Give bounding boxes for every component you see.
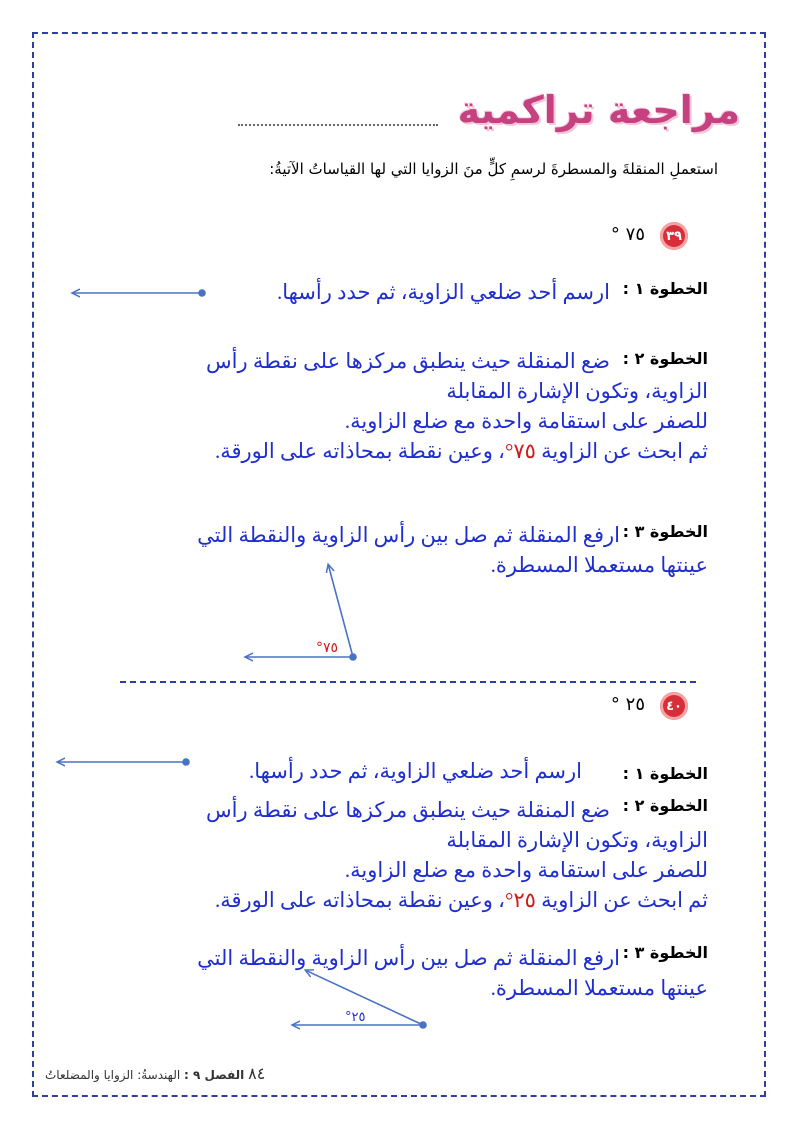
step2-line: ثم ابحث عن الزاوية ٧٥°، وعين نقطة بمحاذاته على الورقة. [214, 439, 708, 463]
problem-number-badge: ٣٩ [660, 222, 688, 250]
section-title: مراجعة تراكمية [457, 88, 740, 132]
angle-value: ٧٥° [504, 439, 536, 463]
angle-label: °٢٥ [345, 1010, 366, 1025]
step3-line: ارفع المنقلة ثم صل بين رأس الزاوية والنقطة التي [197, 523, 620, 547]
chapter-label: الفصل ٩ : [184, 1068, 245, 1082]
step2-line: الزاوية، وتكون الإشارة المقابلة [446, 828, 708, 852]
step3-label: الخطوة ٣ : [622, 522, 708, 541]
angle-value: ٢٥° [504, 888, 536, 912]
step2-label: الخطوة ٢ : [622, 349, 708, 368]
step2-line: الزاوية، وتكون الإشارة المقابلة [446, 379, 708, 403]
angle-arm-ray [328, 564, 353, 657]
step3-label: الخطوة ٣ : [622, 943, 708, 962]
step2-line: للصفر على استقامة واحدة مع ضلع الزاوية. [344, 858, 708, 882]
step2-label: الخطوة ٢ : [622, 796, 708, 815]
angle-measure: ٧٥ ° [610, 224, 645, 245]
problem-number-badge: ٤٠ [660, 692, 688, 720]
angle-label: °٧٥ [316, 640, 339, 656]
angle-vertex-dot [419, 1021, 427, 1029]
vertex-dot [182, 758, 190, 766]
angle-measure: ٢٥ ° [610, 694, 645, 715]
step3-line: ارفع المنقلة ثم صل بين رأس الزاوية والنقطة التي [197, 946, 620, 970]
instructions: استعملِ المنقلةَ والمسطرةَ لرسمِ كلٍّ منَ الزوايا التي لها القياساتُ الآتيةُ: [269, 160, 718, 178]
step1-text: ارسم أحد ضلعي الزاوية، ثم حدد رأسها. [248, 759, 582, 783]
step1-label: الخطوة ١ : [622, 764, 708, 783]
vertex-dot [198, 289, 206, 297]
page-number: ٨٤ [248, 1064, 266, 1083]
step1-label: الخطوة ١ : [622, 279, 708, 298]
chapter-title: الهندسةُ: الزوايا والمضلعاتُ [45, 1068, 181, 1082]
angle-vertex-dot [349, 653, 357, 661]
step1-text: ارسم أحد ضلعي الزاوية، ثم حدد رأسها. [276, 280, 610, 304]
step2-line: ضع المنقلة حيث ينطبق مركزها على نقطة رأس [206, 349, 610, 373]
step2-line: للصفر على استقامة واحدة مع ضلع الزاوية. [344, 409, 708, 433]
step3-line: عينتها مستعملا المسطرة. [490, 553, 708, 577]
step3-line: عينتها مستعملا المسطرة. [490, 976, 708, 1000]
step2-line: ثم ابحث عن الزاوية ٢٥°، وعين نقطة بمحاذاته على الورقة. [214, 888, 708, 912]
angle-arm-ray [305, 970, 423, 1025]
step2-line: ضع المنقلة حيث ينطبق مركزها على نقطة رأس [206, 798, 610, 822]
